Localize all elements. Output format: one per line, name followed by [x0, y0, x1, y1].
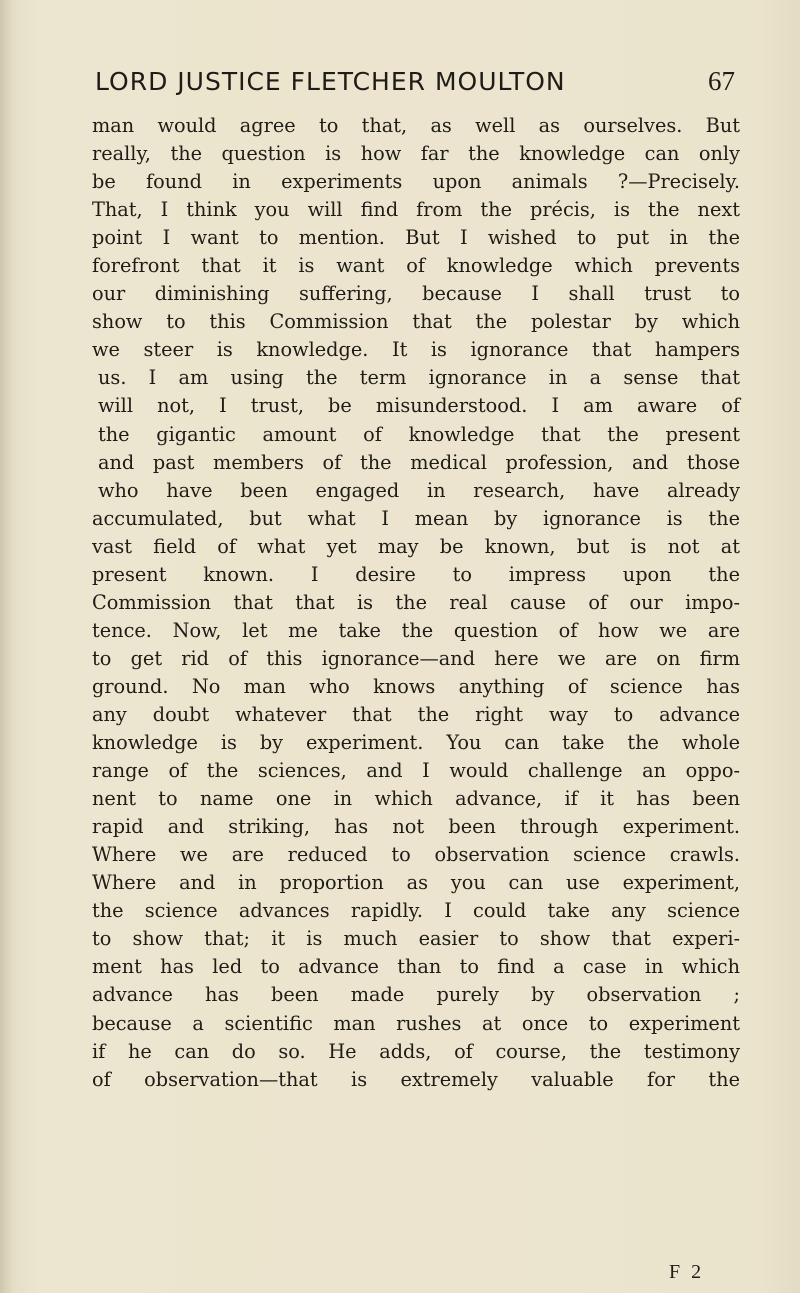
text-line: accumulated, but what I mean by ignorance is the [92, 506, 740, 530]
text-line: show to this Commission that the polestar by which [92, 310, 740, 334]
text-line: man would agree to that, as well as ourselves. But [92, 114, 740, 137]
text-line: Commission that that is the real cause of our impo- [92, 590, 740, 614]
text-line: us. I am using the term ignorance in a sense that [98, 366, 740, 390]
text-line: ground. No man who knows anything of science has [92, 674, 740, 698]
text-line: the science advances rapidly. I could take any science [92, 899, 740, 923]
text-line: That, I think you will find from the précis, is the next [92, 198, 740, 222]
page-header [95, 66, 735, 110]
text-line: range of the sciences, and I would challenge an oppo- [92, 759, 740, 783]
text-line: Where and in proportion as you can use experiment, [92, 871, 740, 895]
text-line: knowledge is by experiment. You can take the whole [92, 731, 740, 755]
text-line: of observation—that is extremely valuable for the [92, 1067, 740, 1091]
text-line: forefront that it is want of knowledge which prevents [92, 254, 740, 278]
page-number: 67 [708, 66, 735, 96]
text-line: to get rid of this ignorance—and here we are on firm [92, 646, 740, 670]
body-text [92, 112, 740, 1094]
text-line: Where we are reduced to observation science crawls. [92, 843, 740, 867]
text-line: any doubt whatever that the right way to advance [92, 702, 740, 726]
text-line: tence. Now, let me take the question of how we are [92, 618, 740, 642]
text-line: if he can do so. He adds, of course, the testimony [92, 1039, 740, 1063]
text-line: present known. I desire to impress upon the [92, 562, 740, 586]
running-title: LORD JUSTICE FLETCHER MOULTON [95, 67, 566, 96]
signature-mark: F 2 [669, 1261, 705, 1283]
text-line: will not, I trust, be misunderstood. I am aware of [98, 394, 740, 418]
text-line: ment has led to advance than to find a case in which [92, 955, 740, 979]
text-line: we steer is knowledge. It is ignorance that hampers [92, 338, 740, 362]
text-line: nent to name one in which advance, if it has been [92, 787, 740, 811]
text-line: really, the question is how far the knowledge can only [92, 142, 740, 166]
text-line: point I want to mention. But I wished to put in the [92, 226, 740, 250]
text-line: advance has been made purely by observation ; [92, 983, 740, 1007]
text-line: and past members of the medical profession, and those [98, 450, 740, 474]
text-line: the gigantic amount of knowledge that the present [98, 422, 740, 446]
text-line: be found in experiments upon animals ?—Precisely. [92, 170, 740, 194]
text-line: to show that; it is much easier to show that experi- [92, 927, 740, 951]
text-line: our diminishing suffering, because I shall trust to [92, 282, 740, 306]
text-line: who have been engaged in research, have already [98, 478, 740, 502]
text-line: vast field of what yet may be known, but is not at [92, 534, 740, 558]
text-line: rapid and striking, has not been through experiment. [92, 815, 740, 839]
text-line: because a scientific man rushes at once to experiment [92, 1011, 740, 1035]
